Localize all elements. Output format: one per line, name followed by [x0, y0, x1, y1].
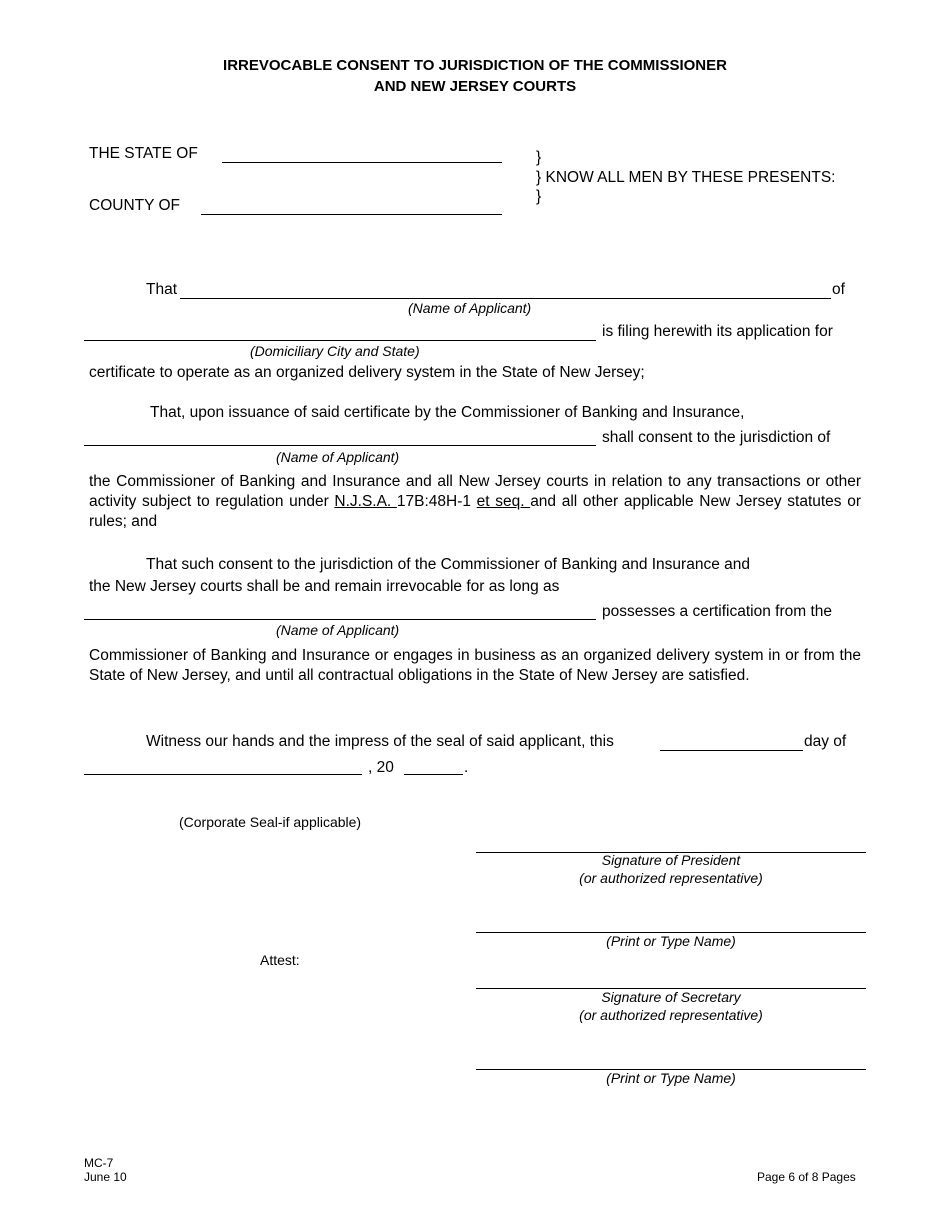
shall-consent-text: shall consent to the jurisdiction of: [602, 429, 831, 446]
possesses-text: possesses a certification from the: [602, 603, 833, 620]
domiciliary-field[interactable]: [84, 340, 596, 341]
applicant-name-caption-3: (Name of Applicant): [276, 622, 400, 638]
that-label: That: [146, 281, 178, 298]
brace-middle: }: [536, 169, 542, 186]
statute-abbreviation: N.J.S.A.: [334, 493, 397, 510]
jurisdiction-text-a: the Commissioner of Banking and Insurance and all New Jersey courts in relation to any transactions or other activity subject to regulation under: [89, 473, 861, 510]
witness-text: Witness our hands and the impress of the seal of said applicant, this: [146, 733, 614, 750]
et-seq: et seq.: [476, 493, 531, 510]
jurisdiction-text-b: and all other applicable New Jersey statutes or rules; and: [89, 493, 861, 530]
applicant-name-field-3[interactable]: [84, 619, 596, 620]
document-title-line-2: AND NEW JERSEY COURTS: [373, 78, 577, 95]
year-field[interactable]: [404, 774, 463, 775]
page-number: Page 6 of 8 Pages: [757, 1170, 856, 1184]
state-field[interactable]: [222, 162, 502, 163]
filing-text: is filing herewith its application for: [602, 323, 833, 340]
county-label: COUNTY OF: [89, 197, 180, 214]
certificate-text: certificate to operate as an organized delivery system in the State of New Jersey;: [89, 364, 645, 381]
know-all-text: KNOW ALL MEN BY THESE PRESENTS:: [545, 169, 836, 186]
witness-period: .: [464, 759, 469, 776]
know-all-line: [536, 169, 836, 187]
applicant-name-caption-2: (Name of Applicant): [276, 449, 400, 465]
statute-number: 17B:48H-1: [396, 493, 477, 510]
obligations-paragraph: Commissioner of Banking and Insurance or engages in business as an organized delivery system in or from the State of New Jersey, and until all contractual obligations in the State of New Jersey are satisfied.: [89, 647, 861, 684]
corporate-seal-note: (Corporate Seal-if applicable): [179, 814, 362, 830]
day-field[interactable]: [660, 750, 803, 751]
secretary-signature-caption: Signature of Secretary: [601, 989, 741, 1005]
county-field[interactable]: [201, 214, 502, 215]
applicant-name-field-1[interactable]: [180, 298, 831, 299]
print-name-caption-2: (Print or Type Name): [606, 1070, 736, 1086]
consent-irrevocable-line-1: That such consent to the jurisdiction of the Commissioner of Banking and Insurance and: [146, 556, 750, 573]
domiciliary-caption: (Domiciliary City and State): [250, 343, 420, 359]
president-signature-caption: Signature of President: [601, 852, 741, 868]
jurisdiction-paragraph: [89, 472, 861, 532]
secretary-representative-caption: (or authorized representative): [579, 1007, 763, 1023]
issuance-text: That, upon issuance of said certificate by the Commissioner of Banking and Insurance,: [150, 404, 745, 421]
document-title-line-1: IRREVOCABLE CONSENT TO JURISDICTION OF THE COMMISSIONER: [223, 57, 727, 74]
form-date: June 10: [84, 1170, 127, 1184]
brace-top: }: [536, 149, 542, 166]
year-prefix: , 20: [368, 759, 394, 776]
applicant-name-field-2[interactable]: [84, 445, 596, 446]
form-id: MC-7: [84, 1156, 114, 1170]
state-label: THE STATE OF: [89, 145, 198, 162]
consent-irrevocable-line-2: the New Jersey courts shall be and remain irrevocable for as long as: [89, 578, 560, 595]
day-of-label: day of: [804, 733, 847, 750]
applicant-name-caption-1: (Name of Applicant): [408, 300, 532, 316]
attest-label: Attest:: [260, 952, 300, 968]
print-name-caption-1: (Print or Type Name): [606, 933, 736, 949]
president-representative-caption: (or authorized representative): [579, 870, 763, 886]
month-field[interactable]: [84, 774, 362, 775]
brace-bottom: }: [536, 188, 542, 205]
of-label: of: [832, 281, 845, 298]
